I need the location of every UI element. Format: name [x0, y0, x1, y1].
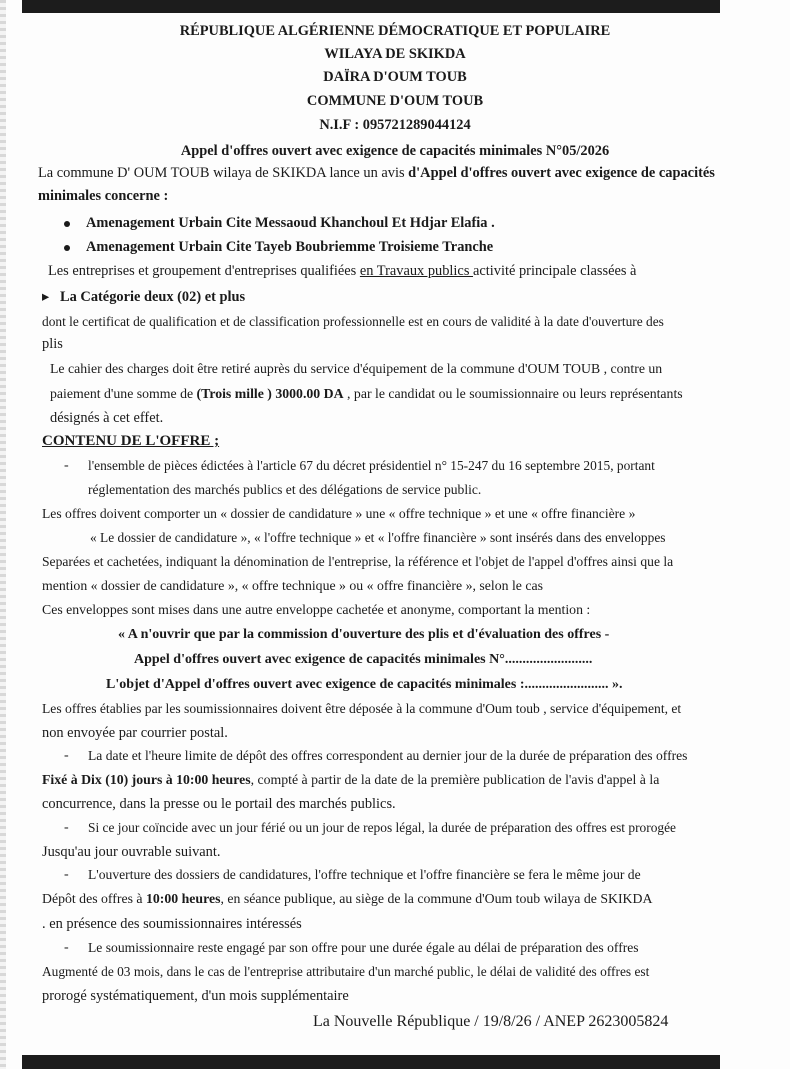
depot-line-12: Augmenté de 03 mois, dans le cas de l'entreprise attributaire d'un marché public, le délai de validité des offres est	[42, 964, 650, 979]
bullet-icon	[64, 245, 70, 251]
contenu-line-8: « A n'ouvrir que par la commission d'ouverture des plis et d'évaluation des offres -	[118, 627, 610, 642]
depot-line-6: Si ce jour coïncide avec un jour férié ou un jour de repos légal, la durée de préparation des offres est prorogée	[88, 820, 676, 835]
contenu-line-9: Appel d'offres ouvert avec exigence de capacités minimales N°.........................	[134, 652, 593, 667]
contenu-line-6: mention « dossier de candidature », « offre technique » ou « offre financière », selon le cas	[42, 578, 543, 593]
arrow-bullet-icon: ▸	[42, 289, 50, 305]
bullet-icon	[64, 221, 70, 227]
cahier-line-3: désignés à cet effet.	[50, 410, 164, 426]
eligibility-line-2: dont le certificat de qualification et de classification professionnelle est en cours de validité à la date d'ouverture des	[42, 314, 664, 329]
depot-line-13: prorogé systématiquement, d'un mois supplémentaire	[42, 988, 349, 1004]
header-wilaya: WILAYA DE SKIKDA	[324, 46, 466, 62]
contenu-line-1: l'ensemble de pièces édictées à l'article 67 du décret présidentiel n° 15-247 du 16 septembre 2015, portant	[88, 458, 655, 473]
dash-bullet-icon: -	[64, 940, 69, 955]
header-daira: DAÏRA D'OUM TOUB	[323, 69, 467, 85]
project-item: Amenagement Urbain Cite Messaoud Khanchoul Et Hdjar Elafia .	[86, 215, 495, 231]
depot-line-4: Fixé à Dix (10) jours à 10:00 heures, compté à partir de la date de la première publication de l'avis d'appel à la	[42, 772, 660, 787]
depot-line-9: Dépôt des offres à 10:00 heures, en séance publique, au siège de la commune d'Oum toub wilaya de SKIKDA	[42, 891, 653, 906]
depot-line-1: Les offres établies par les soumissionnaires doivent être déposée à la commune d'Oum toub , service d'équipement, et	[42, 701, 682, 716]
contenu-line-5: Separées et cachetées, indiquant la dénomination de l'entreprise, la référence et l'objet de l'appel d'offres ainsi que la	[42, 554, 674, 569]
cahier-line-1: Le cahier des charges doit être retiré auprès du service d'équipement de la commune d'OUM TOUB , contre un	[50, 361, 663, 376]
contenu-line-7: Ces enveloppes sont mises dans une autre enveloppe cachetée et anonyme, comportant la mention :	[42, 602, 591, 617]
depot-line-3: La date et l'heure limite de dépôt des offres correspondent au dernier jour de la durée de préparation des offres	[88, 748, 688, 763]
intro-line-2: minimales concerne :	[38, 188, 169, 204]
contenu-line-2: réglementation des marchés publics et des délégations de service public.	[88, 482, 482, 497]
contenu-line-4: « Le dossier de candidature », « l'offre technique » et « l'offre financière » sont insérés dans des enveloppes	[90, 530, 666, 545]
contenu-line-10: L'objet d'Appel d'offres ouvert avec exigence de capacités minimales :........................ ».	[106, 677, 623, 692]
publication-footer: La Nouvelle République / 19/8/26 / ANEP 2623005824	[313, 1013, 669, 1030]
contenu-heading: CONTENU DE L'OFFRE ;	[42, 433, 220, 449]
notice-title: Appel d'offres ouvert avec exigence de capacités minimales N°05/2026	[180, 143, 610, 159]
depot-line-11: Le soumissionnaire reste engagé par son offre pour une durée égale au délai de préparation des offres	[88, 940, 639, 955]
depot-line-2: non envoyée par courrier postal.	[42, 725, 228, 741]
dash-bullet-icon: -	[64, 458, 69, 473]
cahier-line-2: paiement d'une somme de (Trois mille ) 3000.00 DA , par le candidat ou le soumissionnaire ou leurs représentants	[50, 386, 683, 401]
eligibility-line-3: plis	[42, 336, 63, 352]
contenu-line-3: Les offres doivent comporter un « dossier de candidature » une « offre technique » et une « offre financière »	[42, 506, 636, 521]
dash-bullet-icon: -	[64, 820, 69, 835]
header-commune: COMMUNE D'OUM TOUB	[306, 93, 484, 109]
dash-bullet-icon: -	[64, 867, 69, 882]
project-item: Amenagement Urbain Cite Tayeb Boubriemme Troisieme Tranche	[86, 239, 494, 255]
scan-border-bottom	[22, 1055, 720, 1069]
eligibility-line-1: Les entreprises et groupement d'entreprises qualifiées en Travaux publics activité principale classées à	[48, 263, 637, 279]
dash-bullet-icon: -	[64, 748, 69, 763]
intro-line-1: La commune D' OUM TOUB wilaya de SKIKDA lance un avis d'Appel d'offres ouvert avec exigence de capacités	[38, 165, 715, 181]
depot-line-10: . en présence des soumissionnaires intéressés	[42, 916, 302, 932]
depot-line-7: Jusqu'au jour ouvrable suivant.	[42, 844, 221, 860]
header-nif: N.I.F : 095721289044124	[319, 117, 471, 133]
depot-line-5: concurrence, dans la presse ou le portail des marchés publics.	[42, 796, 396, 812]
category-item: ▸ La Catégorie deux (02) et plus	[42, 289, 246, 305]
depot-line-8: L'ouverture des dossiers de candidatures, l'offre technique et l'offre financière se fera le même jour de	[88, 867, 641, 882]
header-republic: RÉPUBLIQUE ALGÉRIENNE DÉMOCRATIQUE ET POPULAIRE	[179, 23, 611, 39]
